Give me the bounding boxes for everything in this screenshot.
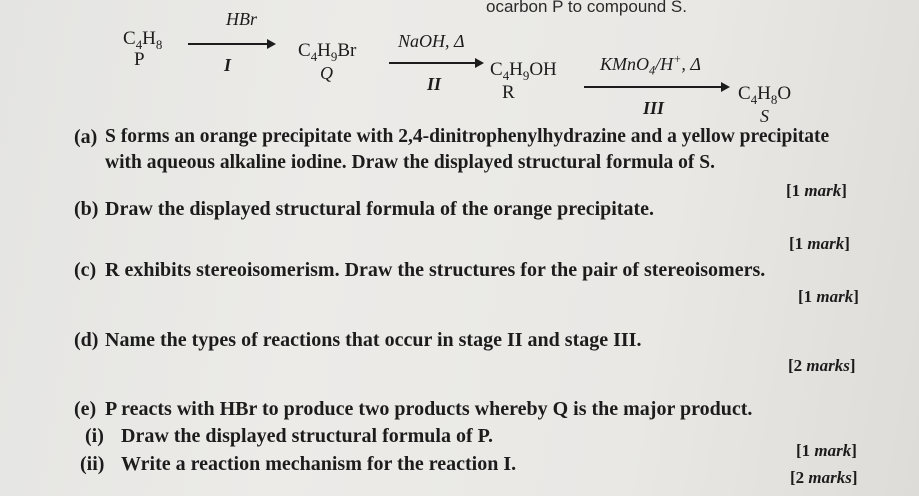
compound-q-formula: $C_4H_9Br$ [298,40,357,64]
question-e-label: (e) [74,398,97,420]
question-b-label: (b) [74,198,99,220]
question-d-label: (d) [74,329,99,351]
question-b-text: Draw the displayed structural formula of the orange precipitate. [105,198,655,220]
step1-label: I [224,55,232,75]
step3-arrow [584,86,728,88]
question-c-text: R exhibits stereoisomerism. Draw the structures for the pair of stereoisomers. [105,259,766,281]
compound-s-formula: $C_4H_8O$ [738,83,792,107]
question-e-ii-label: (ii) [80,453,105,475]
question-a-label: (a) [74,126,98,148]
compound-r-label: R [502,82,515,103]
compound-r-formula: $C_4H_9OH$ [490,59,557,83]
question-e-ii-mark: [2 marks] [790,468,858,487]
question-d-mark: [2 marks] [788,356,856,375]
question-b-mark: [1 mark] [789,234,850,253]
question-c-label: (c) [74,259,97,281]
question-e-i-mark: [1 mark] [796,441,857,460]
question-c-mark: [1 mark] [798,287,859,306]
compound-q-label: Q [320,63,333,83]
step2-arrow [389,62,482,64]
question-a-text-line2: with aqueous alkaline iodine. Draw the displayed structural formula of S. [105,152,715,173]
step3-reagent: KMnO$_4$/H+, Δ [600,52,701,78]
question-a-text-line1: S forms an orange precipitate with 2,4-dinitrophenylhydrazine and a yellow precipitate [105,126,830,147]
question-e-text: P reacts with HBr to produce two products whereby Q is the major product. [105,398,753,420]
step1-arrow [188,43,274,45]
compound-p-formula: $C_4H_8$ [123,28,163,52]
header-fragment: ocarbon P to compound S. [486,0,687,16]
question-a-mark: [1 mark] [786,181,847,200]
step1-reagent: HBr [226,9,257,29]
step2-reagent: NaOH, Δ [398,31,465,51]
compound-s-label: S [760,106,769,126]
step3-label: III [643,98,665,118]
question-e-ii-text: Write a reaction mechanism for the reaction I. [121,453,517,475]
question-e-i-label: (i) [85,425,104,447]
question-e-i-text: Draw the displayed structural formula of P. [121,425,494,447]
question-d-text: Name the types of reactions that occur in stage II and stage III. [105,329,642,351]
compound-p-label: P [134,49,145,70]
step2-label: II [427,74,442,94]
